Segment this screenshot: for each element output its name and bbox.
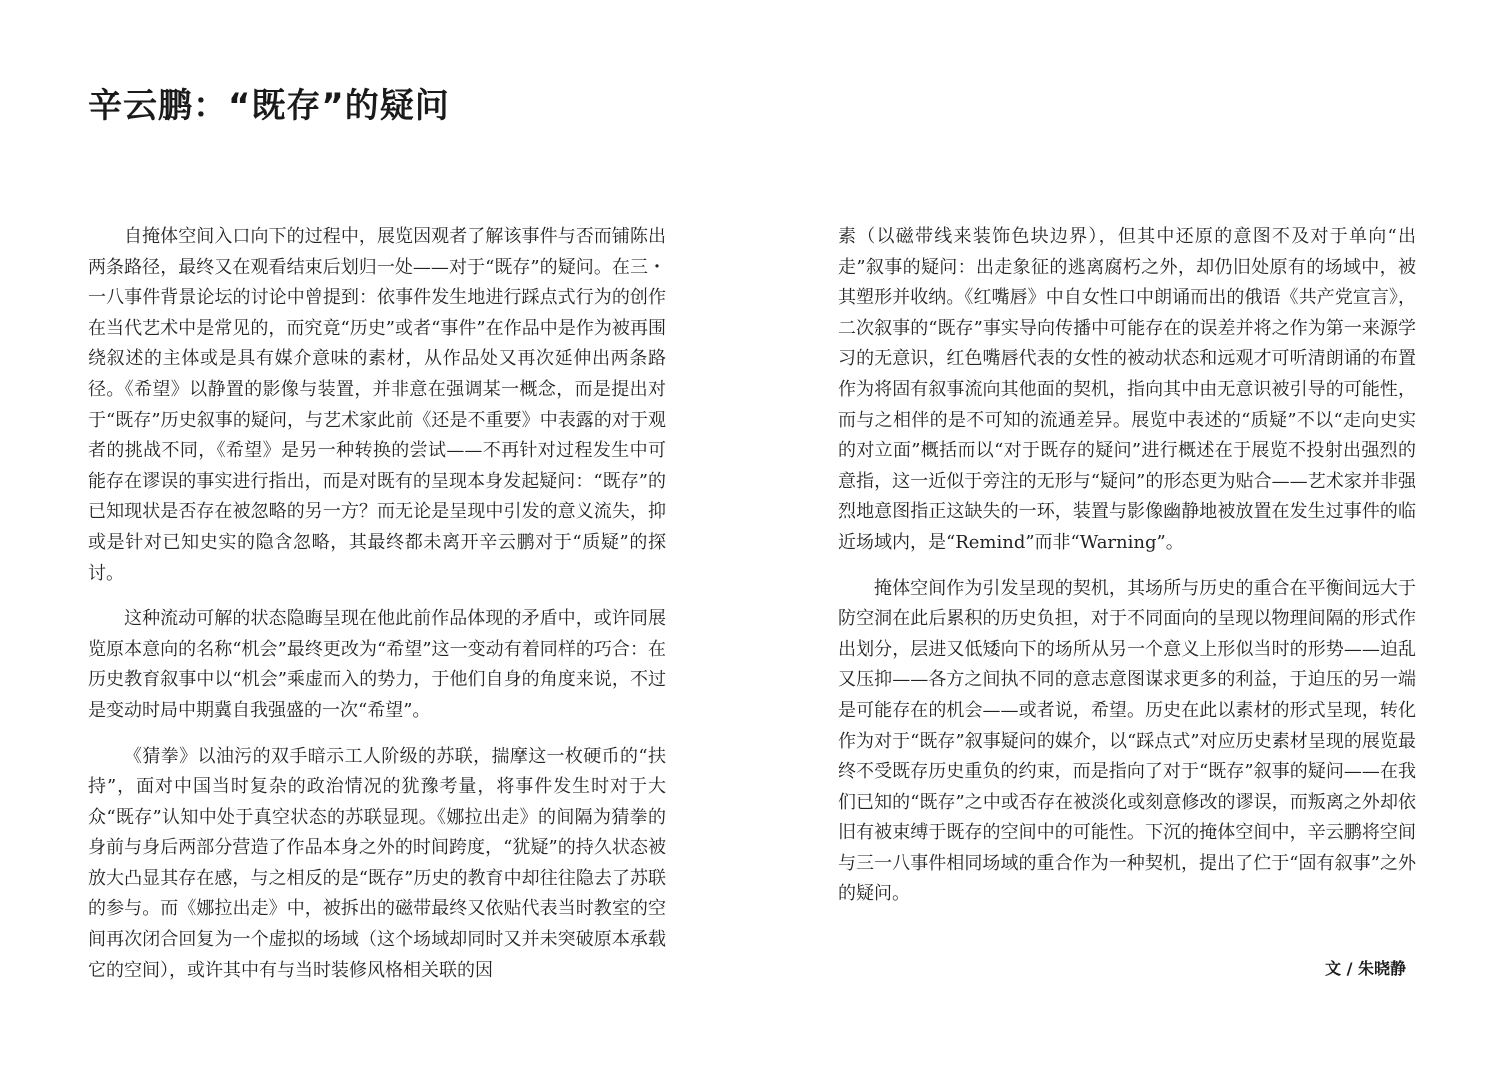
left-column: [88, 222, 666, 1001]
paragraph-continued: 素（以磁带线来装饰色块边界），但其中还原的意图不及对于单向“出走”叙事的疑问：出走象征的逃离腐朽之外，却仍旧处原有的场域中，被其塑形并收纳。《红嘴唇》中自女性口中朗诵而出的俄语《共产党宣言》，二次叙事的“既存”事实导向传播中可能存在的误差并将之作为第一来源学习的无意识，红色嘴唇代表的女性的被动状态和远观才可听清朗诵的布置作为将固有叙事流向其他面的契机，指向其中由无意识被引导的可能性，而与之相伴的是不可知的流通差异。展览中表述的“质疑”不以“走向史实的对立面”概括而以“对于既存的疑问”进行概述在于展览不投射出强烈的意指，这一近似于旁注的无形与“疑问”的形态更为贴合——艺术家并非强烈地意图指正这缺失的一环，装置与影像幽静地被放置在发生过事件的临近场域内，是“Remind”而非“Warning”。: [838, 226, 1416, 553]
paragraph: 《猜拳》以油污的双手暗示工人阶级的苏联，揣摩这一枚硬币的“扶持”，面对中国当时复杂的政治情况的犹豫考量，将事件发生时对于大众“既存”认知中处于真空状态的苏联显现。《娜拉出走》的间隔为猜拳的身前与身后两部分营造了作品本身之外的时间跨度，“犹疑”的持久状态被放大凸显其存在感，与之相反的是“既存”历史的教育中却往往隐去了苏联的参与。而《娜拉出走》中，被拆出的磁带最终又依贴代表当时教室的空间再次闭合回复为一个虚拟的场域（这个场域却同时又并未突破原本承载它的空间），或许其中有与当时装修风格相关联的因: [88, 745, 666, 981]
article-title: 辛云鹏：“既存”的疑问: [88, 86, 450, 126]
paragraph: 自掩体空间入口向下的过程中，展览因观者了解该事件与否而铺陈出两条路径，最终又在观看结束后划归一处——对于“既存”的疑问。在三・一八事件背景论坛的讨论中曾提到：依事件发生地进行踩点式行为的创作在当代艺术中是常见的，而究竟“历史”或者“事件”在作品中是作为被再围绕叙述的主体或是具有媒介意味的素材，从作品处又再次延伸出两条路径。《希望》以静置的影像与装置，并非意在强调某一概念，而是提出对于“既存”历史叙事的疑问，与艺术家此前《还是不重要》中表露的对于观者的挑战不同，《希望》是另一种转换的尝试——不再针对过程发生中可能存在谬误的事实进行指出，而是对既有的呈现本身发起疑问：“既存”的已知现状是否存在被忽略的另一方？而无论是呈现中引发的意义流失，抑或是针对已知史实的隐含忽略，其最终都未离开辛云鹏对于“质疑”的探讨。: [88, 226, 666, 584]
author-credit: 文 / 朱晓静: [1325, 959, 1406, 978]
right-column: [838, 222, 1416, 925]
paragraph: 掩体空间作为引发呈现的契机，其场所与历史的重合在平衡间远大于防空洞在此后累积的历史负担，对于不同面向的呈现以物理间隔的形式作出划分，层进又低矮向下的场所从另一个意义上形似当时的形势——迫乱又压抑——各方之间执不同的意志意图谋求更多的利益，于迫压的另一端是可能存在的机会——或者说，希望。历史在此以素材的形式呈现，转化作为对于“既存”叙事疑问的媒介，以“踩点式”对应历史素材呈现的展览最终不受既存历史重负的约束，而是指向了对于“既存”叙事的疑问——在我们已知的“既存”之中或否存在被淡化或刻意修改的谬误，而叛离之外却依旧有被束缚于既存的空间中的可能性。下沉的掩体空间中，辛云鹏将空间与三一八事件相同场域的重合作为一种契机，提出了伫于“固有叙事”之外的疑问。: [838, 577, 1416, 905]
paragraph: 这种流动可解的状态隐晦呈现在他此前作品体现的矛盾中，或许同展览原本意向的名称“机会”最终更改为“希望”这一变动有着同样的巧合：在历史教育叙事中以“机会”乘虚而入的势力，于他们自身的角度来说，不过是变动时局中期冀自我强盛的一次“希望”。: [88, 608, 666, 721]
